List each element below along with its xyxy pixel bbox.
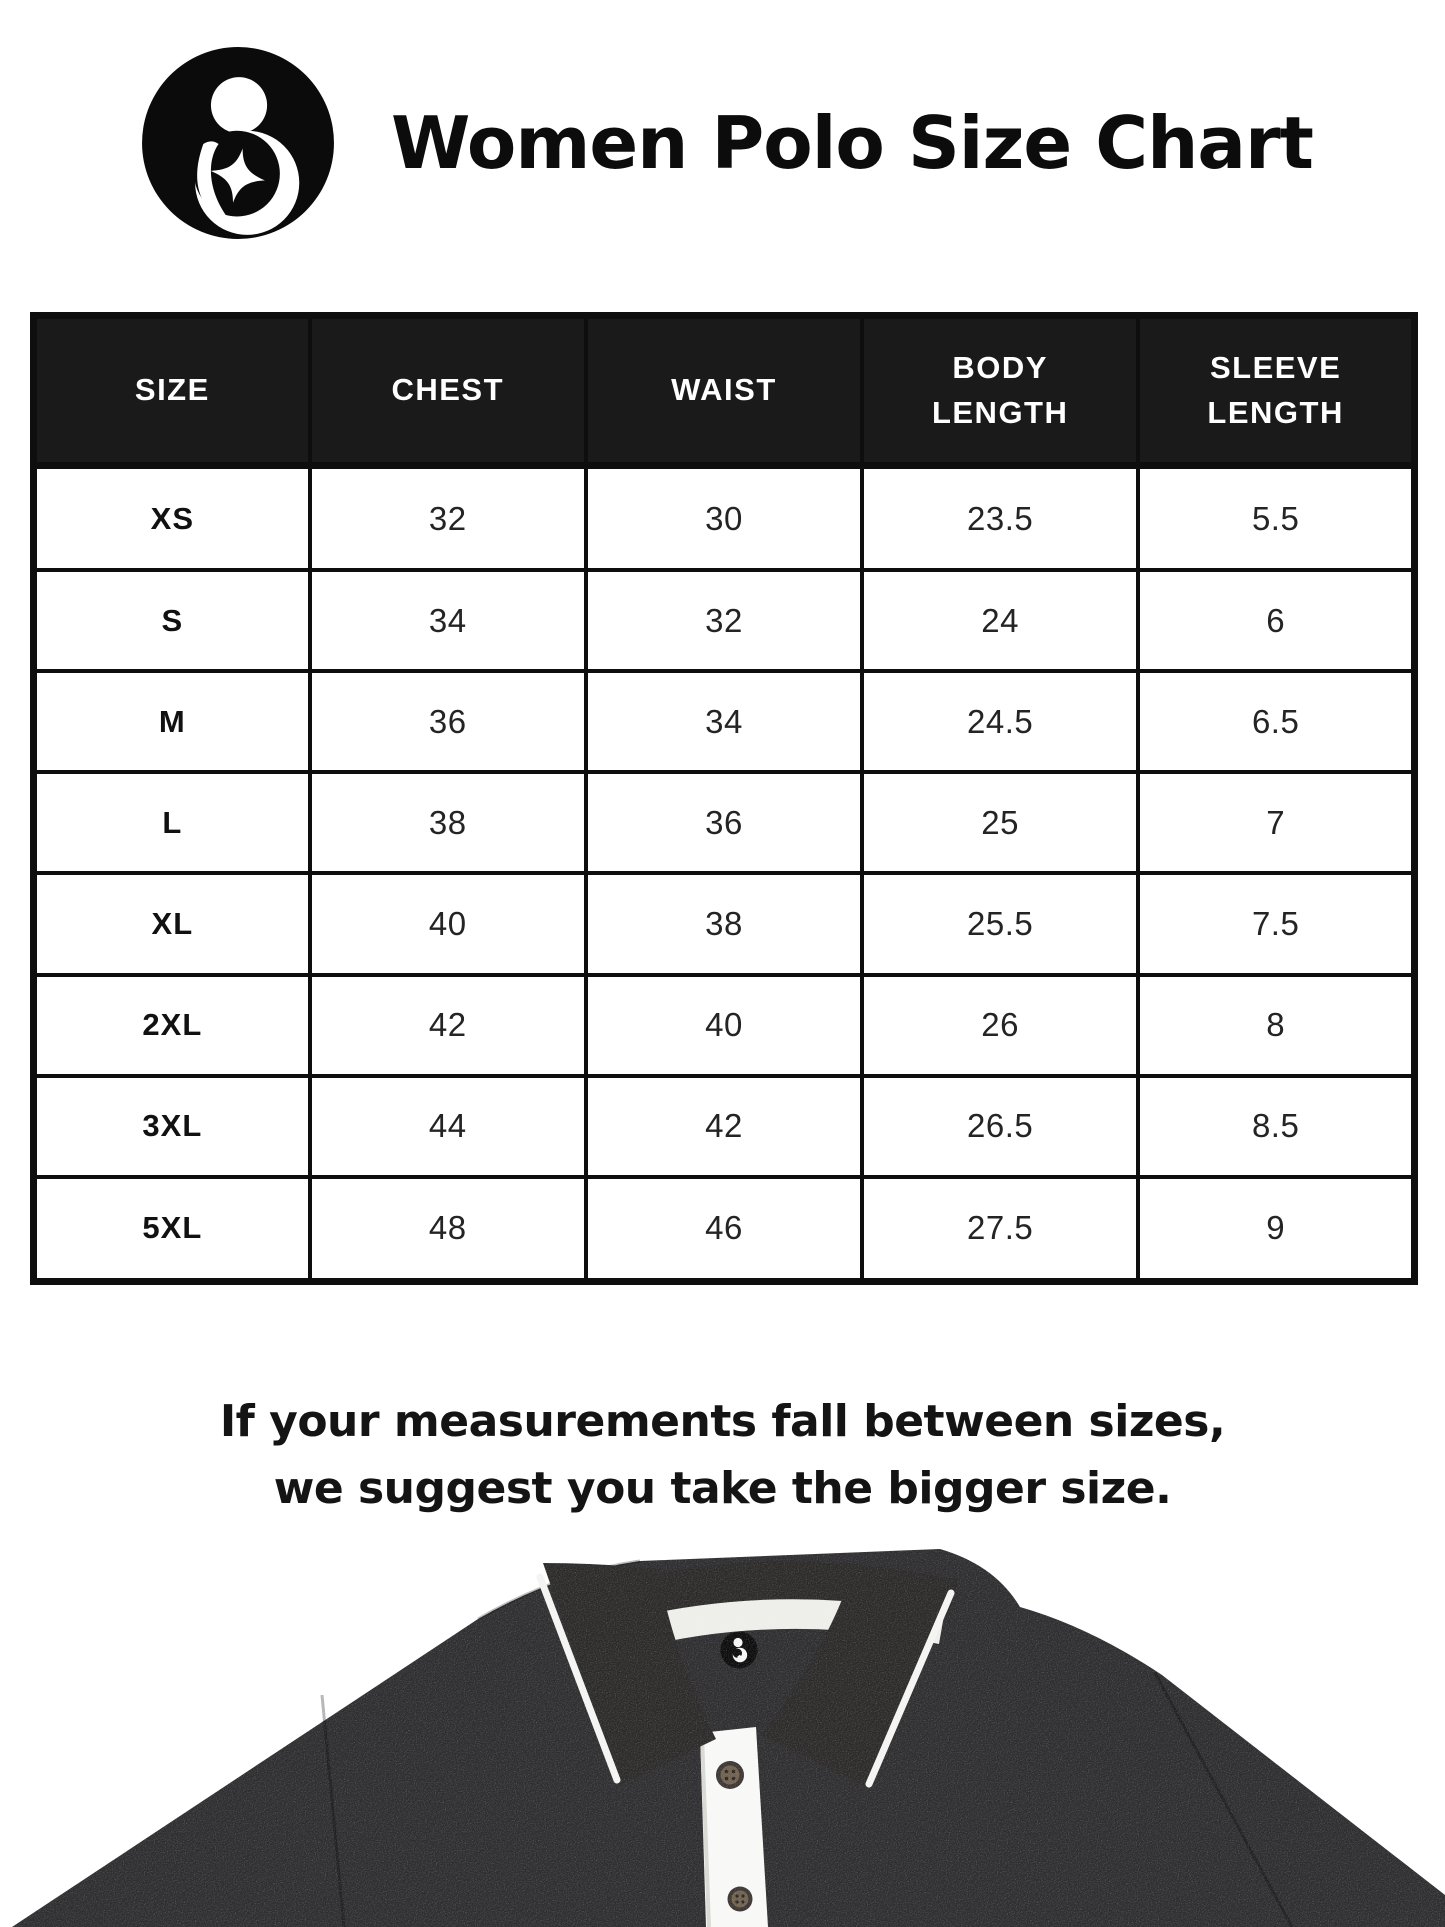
size-row xyxy=(34,570,1415,671)
size-label-cell: S xyxy=(34,570,310,671)
size-row xyxy=(34,1177,1415,1282)
measurement-cell: 42 xyxy=(586,1076,862,1177)
size-row xyxy=(34,772,1415,873)
measurement-cell: 38 xyxy=(310,772,586,873)
measurement-cell: 25.5 xyxy=(862,873,1138,974)
product-photo xyxy=(0,1527,1445,1927)
measurement-cell: 36 xyxy=(310,671,586,772)
mother-and-child-mark xyxy=(142,47,334,239)
size-row xyxy=(34,671,1415,772)
measurement-cell: 25 xyxy=(862,772,1138,873)
measurement-cell: 24 xyxy=(862,570,1138,671)
measurement-cell: 36 xyxy=(586,772,862,873)
measurement-cell: 40 xyxy=(310,873,586,974)
fabric-texture xyxy=(0,1527,1445,1927)
measurement-cell: 6 xyxy=(1138,570,1414,671)
measurement-cell: 34 xyxy=(586,671,862,772)
measurement-cell: 46 xyxy=(586,1177,862,1282)
column-header-body-length: BODY LENGTH xyxy=(862,316,1138,466)
column-header-chest: CHEST xyxy=(310,316,586,466)
size-label-cell: 3XL xyxy=(34,1076,310,1177)
measurement-cell: 40 xyxy=(586,975,862,1076)
page-title: Women Polo Size Chart xyxy=(391,100,1313,185)
measurement-cell: 24.5 xyxy=(862,671,1138,772)
measurement-cell: 32 xyxy=(310,466,586,571)
size-row xyxy=(34,1076,1415,1177)
size-label-cell: M xyxy=(34,671,310,772)
measurement-cell: 26 xyxy=(862,975,1138,1076)
measurement-cell: 23.5 xyxy=(862,466,1138,571)
measurement-cell: 7.5 xyxy=(1138,873,1414,974)
measurement-cell: 38 xyxy=(586,873,862,974)
brand-logo-icon xyxy=(140,45,336,241)
size-table-body xyxy=(34,466,1415,1282)
fit-note-line-1: If your measurements fall between sizes, xyxy=(219,1396,1226,1447)
measurement-cell: 6.5 xyxy=(1138,671,1414,772)
measurement-cell: 42 xyxy=(310,975,586,1076)
measurement-cell: 8 xyxy=(1138,975,1414,1076)
column-header-sleeve-length: SLEEVE LENGTH xyxy=(1138,316,1414,466)
column-header-waist: WAIST xyxy=(586,316,862,466)
size-label-cell: XS xyxy=(34,466,310,571)
size-label-cell: 5XL xyxy=(34,1177,310,1282)
brand-header xyxy=(140,40,1405,245)
column-header-size: SIZE xyxy=(34,316,310,466)
measurement-cell: 9 xyxy=(1138,1177,1414,1282)
measurement-cell: 44 xyxy=(310,1076,586,1177)
size-row xyxy=(34,975,1415,1076)
size-row xyxy=(34,873,1415,974)
measurement-cell: 27.5 xyxy=(862,1177,1138,1282)
measurement-cell: 7 xyxy=(1138,772,1414,873)
measurement-cell: 26.5 xyxy=(862,1076,1138,1177)
size-label-cell: 2XL xyxy=(34,975,310,1076)
measurement-cell: 8.5 xyxy=(1138,1076,1414,1177)
measurement-cell: 48 xyxy=(310,1177,586,1282)
measurement-cell: 30 xyxy=(586,466,862,571)
measurement-cell: 32 xyxy=(586,570,862,671)
size-label-cell: XL xyxy=(34,873,310,974)
size-table xyxy=(30,312,1418,1285)
fit-note xyxy=(0,1388,1445,1522)
measurement-cell: 5.5 xyxy=(1138,466,1414,571)
size-row xyxy=(34,466,1415,571)
fit-note-line-2: we suggest you take the bigger size. xyxy=(273,1463,1172,1514)
measurement-cell: 34 xyxy=(310,570,586,671)
table-header-row xyxy=(34,316,1415,466)
size-label-cell: L xyxy=(34,772,310,873)
